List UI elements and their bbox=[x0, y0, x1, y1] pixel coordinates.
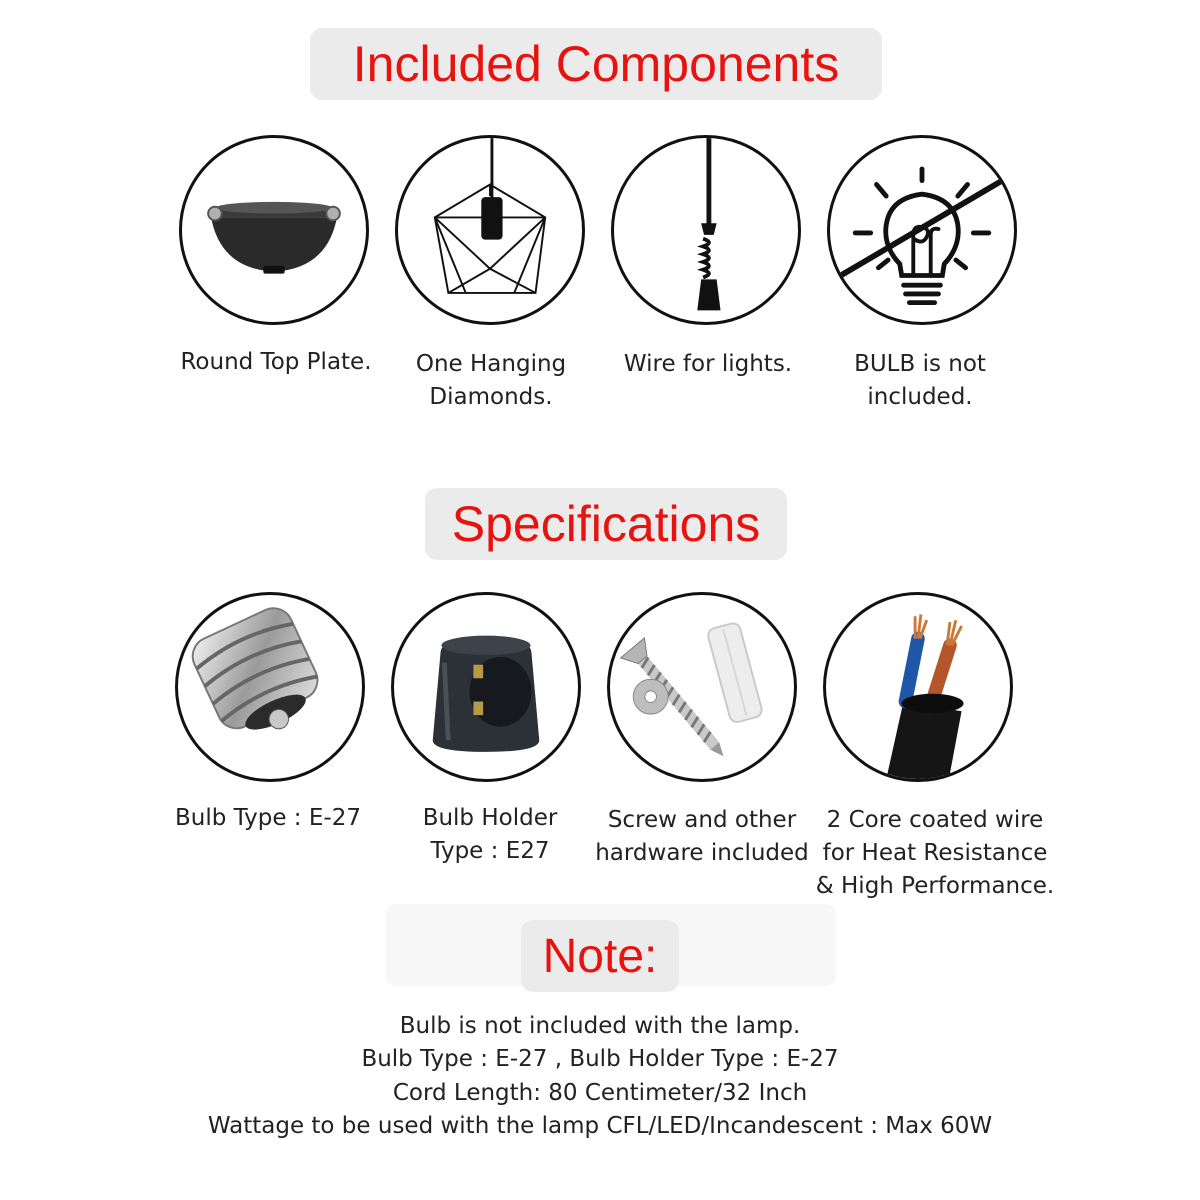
caption-hanging-diamonds: One Hanging Diamonds. bbox=[415, 351, 567, 410]
caption-screw-hardware: Screw and other hardware included bbox=[595, 807, 809, 866]
bulb-holder-icon bbox=[391, 592, 581, 782]
ceiling-plate-icon bbox=[179, 135, 369, 325]
screw-hardware-icon bbox=[607, 592, 797, 782]
bulb-crossed-icon bbox=[827, 135, 1017, 325]
note-line-cord-length: Cord Length: 80 Centimeter/32 Inch bbox=[392, 1080, 808, 1106]
bulb-base-icon bbox=[175, 592, 365, 782]
caption-bulb-type: Bulb Type : E-27 bbox=[175, 805, 361, 831]
caption-wire: Wire for lights. bbox=[623, 351, 793, 377]
note-line-wattage: Wattage to be used with the lamp CFL/LED/Incandescent : Max 60W bbox=[207, 1113, 993, 1139]
caption-two-core-wire: 2 Core coated wire for Heat Resistance & High Performance. bbox=[815, 807, 1055, 899]
caption-bulb-holder: Bulb Holder Type : E27 bbox=[422, 805, 558, 864]
specifications-title: Specifications bbox=[425, 488, 787, 560]
note-line-bulb-not-included: Bulb is not included with the lamp. bbox=[399, 1013, 801, 1039]
note-title: Note: bbox=[521, 920, 679, 992]
caption-round-top-plate: Round Top Plate. bbox=[180, 349, 372, 375]
included-components-title: Included Components bbox=[310, 28, 882, 100]
wire-icon bbox=[611, 135, 801, 325]
diamond-cage-icon bbox=[395, 135, 585, 325]
caption-bulb-not-included: BULB is not included. bbox=[854, 351, 986, 410]
note-line-bulb-types: Bulb Type : E-27 , Bulb Holder Type : E-27 bbox=[361, 1046, 839, 1072]
two-core-wire-icon bbox=[823, 592, 1013, 782]
